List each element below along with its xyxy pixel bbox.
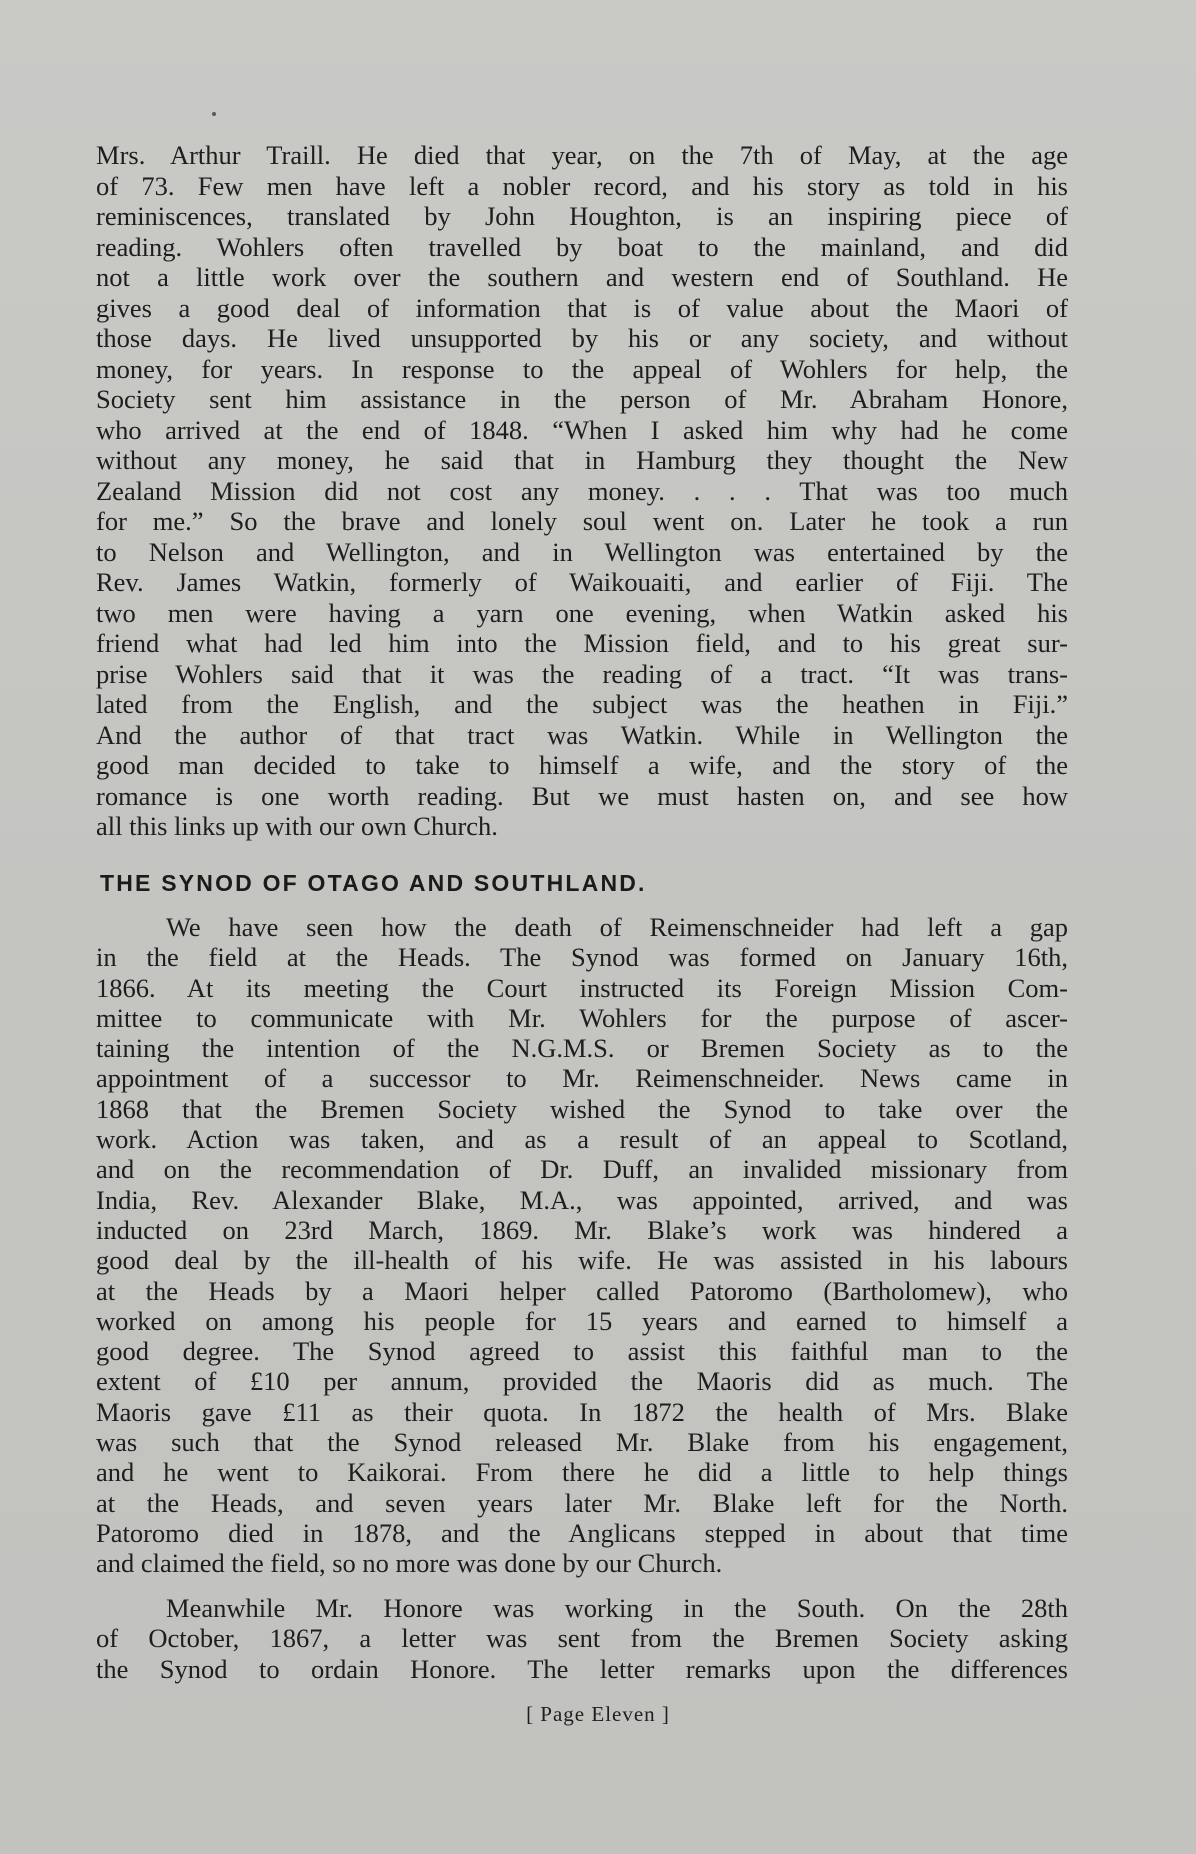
text-line: And the author of that tract was Watkin. While in Wellington the: [96, 719, 1068, 750]
text-line: prise Wohlers said that it was the reading of a tract. “It was trans-: [96, 658, 1068, 689]
paragraph-synod: [96, 912, 1068, 1579]
ink-speck-dot: [212, 112, 216, 116]
text-line: 1868 that the Bremen Society wished the Synod to take over the: [96, 1093, 1068, 1124]
paragraph-honore: [96, 1593, 1068, 1684]
text-line: all this links up with our own Church.: [96, 811, 498, 841]
text-line: at the Heads by a Maori helper called Patoromo (Bartholomew), who: [96, 1275, 1068, 1306]
text-line: good man decided to take to himself a wife, and the story of the: [96, 750, 1068, 780]
text-line: and he went to Kaikorai. From there he did a little to help things: [96, 1457, 1068, 1488]
text-line: was such that the Synod released Mr. Blake from his engagement,: [96, 1427, 1068, 1458]
text-line: money, for years. In response to the appeal of Wohlers for help, the: [96, 353, 1068, 384]
text-line: Society sent him assistance in the person of Mr. Abraham Honore,: [96, 384, 1068, 414]
section-heading: THE SYNOD OF OTAGO AND SOUTHLAND.: [100, 870, 647, 896]
text-line: for me.” So the brave and lonely soul went on. Later he took a run: [96, 506, 1068, 536]
text-line: work. Action was taken, and as a result of an appeal to Scotland,: [96, 1124, 1068, 1155]
page-number-footer: [ Page Eleven ]: [526, 1702, 670, 1726]
text-line: Mrs. Arthur Traill. He died that year, on the 7th of May, at the age: [96, 140, 1068, 170]
text-line: of October, 1867, a letter was sent from the Bremen Society asking: [96, 1623, 1068, 1654]
text-line: romance is one worth reading. But we must hasten on, and see how: [96, 780, 1068, 811]
text-line: good degree. The Synod agreed to assist this faithful man to the: [96, 1336, 1068, 1367]
text-line: We have seen how the death of Reimenschneider had left a gap: [166, 912, 1068, 942]
text-line: mittee to communicate with Mr. Wohlers for the purpose of ascer-: [96, 1002, 1068, 1033]
paragraph-wohlers: [96, 140, 1068, 842]
text-line: inducted on 23rd March, 1869. Mr. Blake’s work was hindered a: [96, 1214, 1068, 1245]
text-line: the Synod to ordain Honore. The letter remarks upon the differences: [96, 1653, 1068, 1684]
text-line: without any money, he said that in Hamburg they thought the New: [96, 445, 1068, 475]
text-line: taining the intention of the N.G.M.S. or Bremen Society as to the: [96, 1033, 1068, 1064]
text-line: good deal by the ill-health of his wife. He was assisted in his labours: [96, 1245, 1068, 1276]
text-line: worked on among his people for 15 years and earned to himself a: [96, 1305, 1068, 1336]
text-line: to Nelson and Wellington, and in Wellington was entertained by the: [96, 536, 1068, 567]
text-line: those days. He lived unsupported by his or any society, and without: [96, 323, 1068, 353]
text-line: lated from the English, and the subject was the heathen in Fiji.”: [96, 689, 1068, 719]
text-line: at the Heads, and seven years later Mr. Blake left for the North.: [96, 1487, 1068, 1518]
text-line: extent of £10 per annum, provided the Maoris did as much. The: [96, 1366, 1068, 1397]
text-line: Meanwhile Mr. Honore was working in the South. On the 28th: [166, 1593, 1068, 1623]
text-line: not a little work over the southern and western end of Southland. He: [96, 262, 1068, 292]
text-line: Maoris gave £11 as their quota. In 1872 the health of Mrs. Blake: [96, 1396, 1068, 1427]
text-line: who arrived at the end of 1848. “When I asked him why had he come: [96, 414, 1068, 445]
text-line: Zealand Mission did not cost any money. . . . That was too much: [96, 475, 1068, 506]
text-line: 1866. At its meeting the Court instructed its Foreign Mission Com-: [96, 972, 1068, 1003]
text-line: Rev. James Watkin, formerly of Waikouaiti, and earlier of Fiji. The: [96, 567, 1068, 597]
text-line: India, Rev. Alexander Blake, M.A., was appointed, arrived, and was: [96, 1184, 1068, 1215]
text-line: reading. Wohlers often travelled by boat to the mainland, and did: [96, 231, 1068, 262]
text-line: and claimed the field, so no more was done by our Church.: [96, 1548, 723, 1579]
text-line: Patoromo died in 1878, and the Anglicans stepped in about that time: [96, 1517, 1068, 1548]
text-line: of 73. Few men have left a nobler record, and his story as told in his: [96, 170, 1068, 201]
text-line: friend what had led him into the Mission field, and to his great sur-: [96, 628, 1068, 658]
text-line: and on the recommendation of Dr. Duff, an invalided missionary from: [96, 1154, 1068, 1185]
text-line: reminiscences, translated by John Houghton, is an inspiring piece of: [96, 201, 1068, 231]
text-line: two men were having a yarn one evening, when Watkin asked his: [96, 597, 1068, 628]
text-line: gives a good deal of information that is of value about the Maori of: [96, 292, 1068, 323]
text-line: in the field at the Heads. The Synod was formed on January 16th,: [96, 942, 1068, 973]
text-line: appointment of a successor to Mr. Reimenschneider. News came in: [96, 1063, 1068, 1094]
